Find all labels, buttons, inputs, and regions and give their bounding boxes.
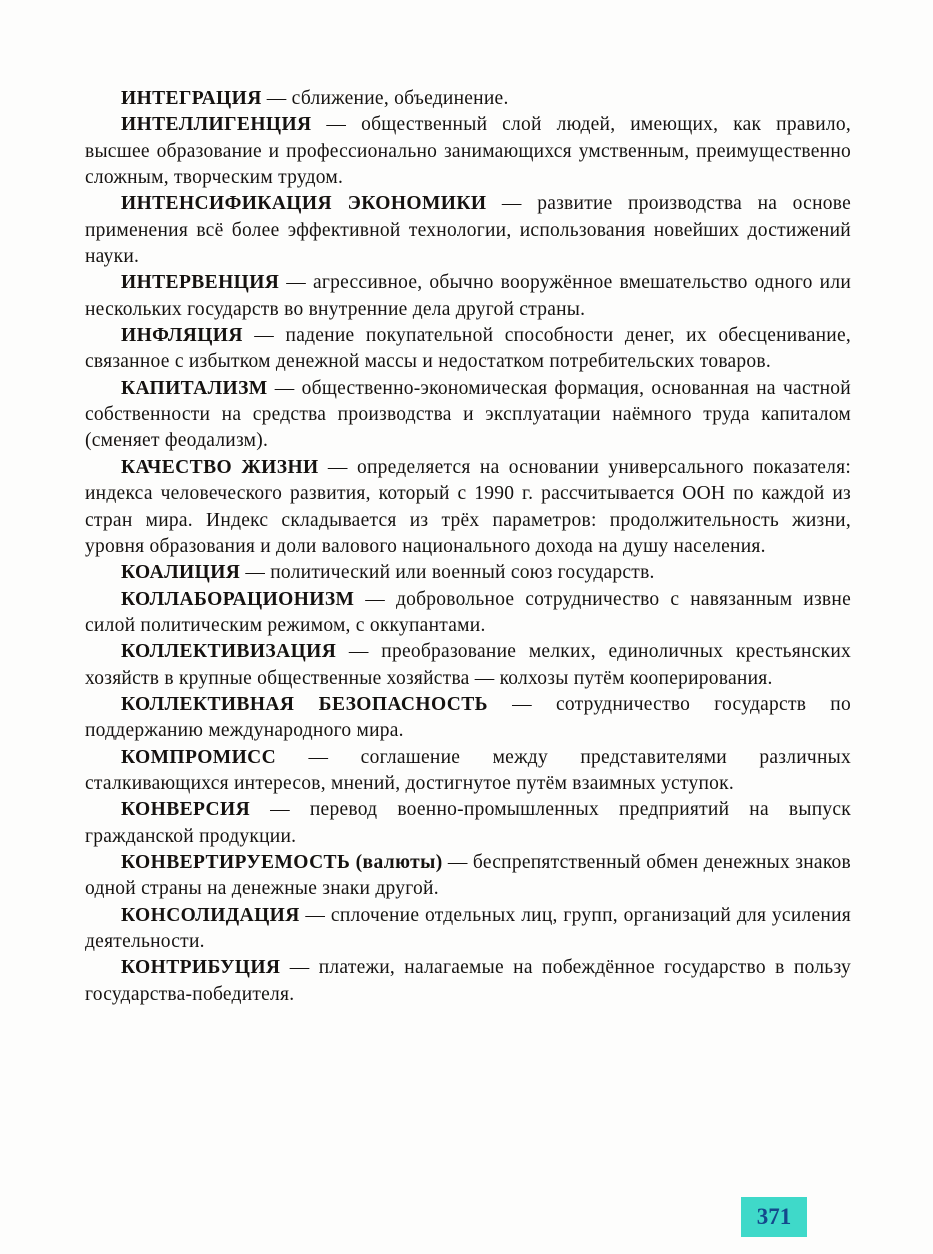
glossary-term: КАЧЕСТВО ЖИЗНИ [121,456,319,478]
glossary-term: ИНТЕЛЛИГЕНЦИЯ [121,114,312,136]
glossary-term: КОНСОЛИДАЦИЯ [121,904,300,926]
glossary-entry [85,850,851,903]
glossary-entry [85,903,851,956]
glossary-definition: развитие производства на основе применения всё более эффективной технологии, использования новейших достижений науки. [85,193,851,268]
glossary-definition: падение покупательной способности денег, их обесценивание, связанное с избытком денежной массы и недостатком потребительских товаров. [85,325,851,373]
glossary-term: КОНВЕРСИЯ [121,799,251,821]
glossary-entry [85,191,851,270]
glossary-entry [85,692,851,745]
term-definition-separator: — [299,904,331,926]
glossary-term: ИНТЕГРАЦИЯ [121,88,262,109]
term-definition-separator: — [240,562,271,584]
glossary-definition: соглашение между представителями различных сталкивающихся интересов, мнений, достигнутое путём взаимных уступок. [85,746,852,794]
glossary-entry [85,86,851,112]
glossary-term: ИНТЕНСИФИКАЦИЯ ЭКОНОМИКИ [121,193,487,215]
glossary-definition: беспрепятственный обмен денежных знаков одной страны на денежные знаки другой. [85,851,852,900]
glossary-definition: определяется на основании универсального показателя: индекса человеческого развития, который с 1990 г. рассчитывается ООН по каждой из стран мира. Индекс складывается из трёх параметров: продолжительность жизни, уровня образования и доли валового национального дохода на душу населения. [85,456,851,557]
glossary-list [85,86,851,1008]
glossary-term: КОЛЛАБОРАЦИОНИЗМ [121,588,355,610]
glossary-entry [85,112,851,191]
glossary-entry [85,455,851,560]
glossary-entry [85,797,851,850]
glossary-entry [85,560,851,586]
page-number-badge [741,1197,807,1237]
term-definition-separator: — [279,272,313,294]
glossary-definition: преобразование мелких, единоличных крестьянских хозяйств в крупные общественные хозяйства — колхозы путём кооперирования. [85,641,852,689]
term-definition-separator: — [280,957,319,979]
glossary-definition: политический или военный союз государств. [270,562,655,584]
glossary-definition: перевод военно-промышленных предприятий на выпуск гражданской продукции. [85,799,852,847]
glossary-term: КОЛЛЕКТИВНАЯ БЕЗОПАСНОСТЬ [121,693,488,715]
glossary-term: КОНТРИБУЦИЯ [121,957,281,979]
term-definition-separator: — [261,88,292,109]
glossary-term: КОЛЛЕКТИВИЗАЦИЯ [121,641,337,663]
term-definition-separator: — [354,588,396,610]
glossary-definition: сближение, объединение. [291,88,509,109]
glossary-definition: платежи, налагаемые на побеждённое государство в пользу государства-победителя. [85,957,851,1005]
glossary-term: КОМПРОМИСС [121,746,277,768]
glossary-definition: добровольное сотрудничество с навязанным извне силой политическим режимом, с оккупантами. [85,588,851,636]
term-definition-separator: — [267,377,302,399]
term-definition-separator: — [336,641,382,663]
term-definition-separator: — [318,456,357,478]
glossary-definition: общественный слой людей, имеющих, как правило, высшее образование и профессионально занимающихся умственным, преимущественно сложным, творческим трудом. [85,114,852,189]
term-definition-separator: — [242,325,286,347]
glossary-term: ИНТЕРВЕНЦИЯ [121,272,280,294]
term-definition-separator: — [442,851,473,873]
glossary-entry [85,955,851,1008]
glossary-term: ИНФЛЯЦИЯ [121,325,243,347]
glossary-entry [85,639,851,692]
page-number: 371 [756,1204,792,1229]
term-definition-separator: — [486,193,538,215]
glossary-term: КОАЛИЦИЯ [121,562,241,584]
glossary-definition: общественно-экономическая формация, основанная на частной собственности на средства производства и эксплуатации наёмного труда капиталом (сменяет феодализм). [85,377,851,452]
glossary-definition: сотрудничество государств по поддержанию международного мира. [85,693,851,742]
glossary-definition: агрессивное, обычно вооружённое вмешательство одного или нескольких государств во внутренние дела другой страны. [85,272,851,320]
glossary-term: КОНВЕРТИРУЕМОСТЬ (валюты) [121,851,443,873]
glossary-term: КАПИТАЛИЗМ [121,377,268,399]
glossary-definition: сплочение отдельных лиц, групп, организаций для усиления деятельности. [85,904,851,952]
glossary-entry [85,270,851,323]
term-definition-separator: — [250,799,310,821]
glossary-entry [85,745,851,798]
term-definition-separator: — [276,746,361,768]
glossary-entry [85,376,851,455]
glossary-entry [85,587,851,640]
glossary-entry [85,323,851,376]
term-definition-separator: — [487,693,556,715]
term-definition-separator: — [311,114,362,136]
